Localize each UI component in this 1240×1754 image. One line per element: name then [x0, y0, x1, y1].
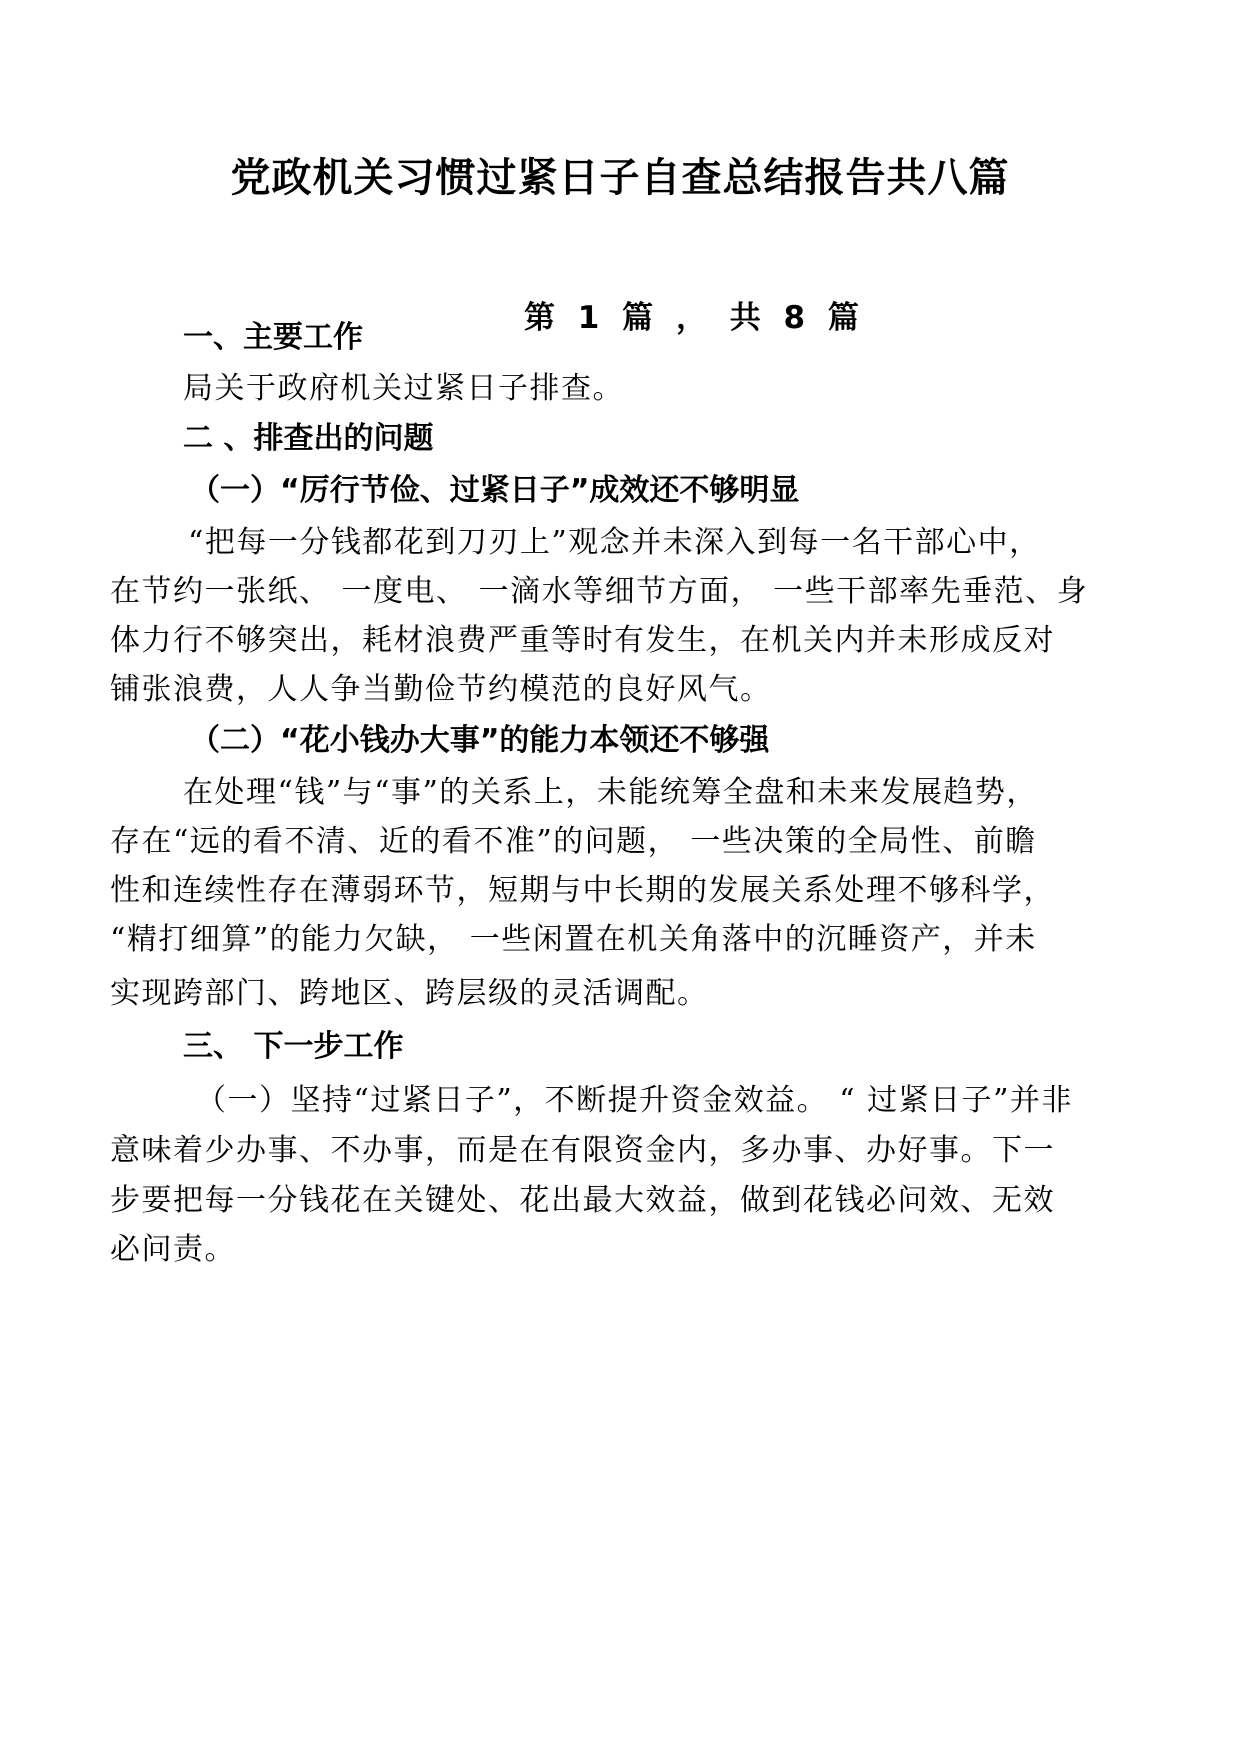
paragraph-line: “把每一分钱都花到刀刃上”观念并未深入到每一名干部心中，: [188, 525, 1041, 560]
paragraph-line: 在处理“钱”与“事”的关系上，未能统筹全盘和未来发展趋势，: [183, 775, 1038, 810]
paragraph-line: （一）坚持“过紧日子”，不断提升资金效益。 “ 过紧日子”并非: [196, 1083, 1073, 1118]
subsection-heading-2: （二）“花小钱办大事”的能力本领还不够强: [190, 723, 770, 758]
paragraph-line: 性和连续性存在薄弱环节，短期与中长期的发展关系处理不够科学，: [110, 873, 1055, 908]
paragraph-line: 铺张浪费，人人争当勤俭节约模范的良好风气。: [110, 672, 772, 707]
paragraph-line: 在节约一张纸、 一度电、 一滴水等细节方面， 一些干部率先垂范、身: [110, 574, 1089, 609]
paragraph-line: 步要把每一分钱花在关键处、花出最大效益，做到花钱必问效、无效: [110, 1183, 1055, 1218]
paragraph-line: 实现跨部门、跨地区、跨层级的灵活调配。: [110, 976, 709, 1011]
part-label: 第 1 篇 ， 共 8 篇: [524, 300, 865, 336]
paragraph-line: 存在“远的看不清、近的看不准”的问题， 一些决策的全局性、前瞻: [110, 824, 1037, 859]
document-title: 党政机关习惯过紧日子自查总结报告共八篇: [230, 155, 1010, 201]
paragraph-line: “精打细算”的能力欠缺， 一些闲置在机关角落中的沉睡资产，并未: [110, 922, 1037, 957]
paragraph-line: 必问责。: [110, 1232, 236, 1267]
section-heading-main-work: 一、主要工作: [183, 320, 363, 355]
subsection-heading-1: （一）“厉行节俭、过紧日子”成效还不够明显: [190, 473, 800, 508]
paragraph-line: 体力行不够突出，耗材浪费严重等时有发生，在机关内并未形成反对: [110, 623, 1055, 658]
section-heading-next-steps: 三、 下一步工作: [183, 1029, 404, 1064]
paragraph-line: 局关于政府机关过紧日子排查。: [183, 371, 624, 406]
paragraph-line: 意味着少办事、不办事，而是在有限资金内，多办事、办好事。下一: [110, 1133, 1055, 1168]
section-heading-issues: 二 、排查出的问题: [183, 421, 434, 456]
